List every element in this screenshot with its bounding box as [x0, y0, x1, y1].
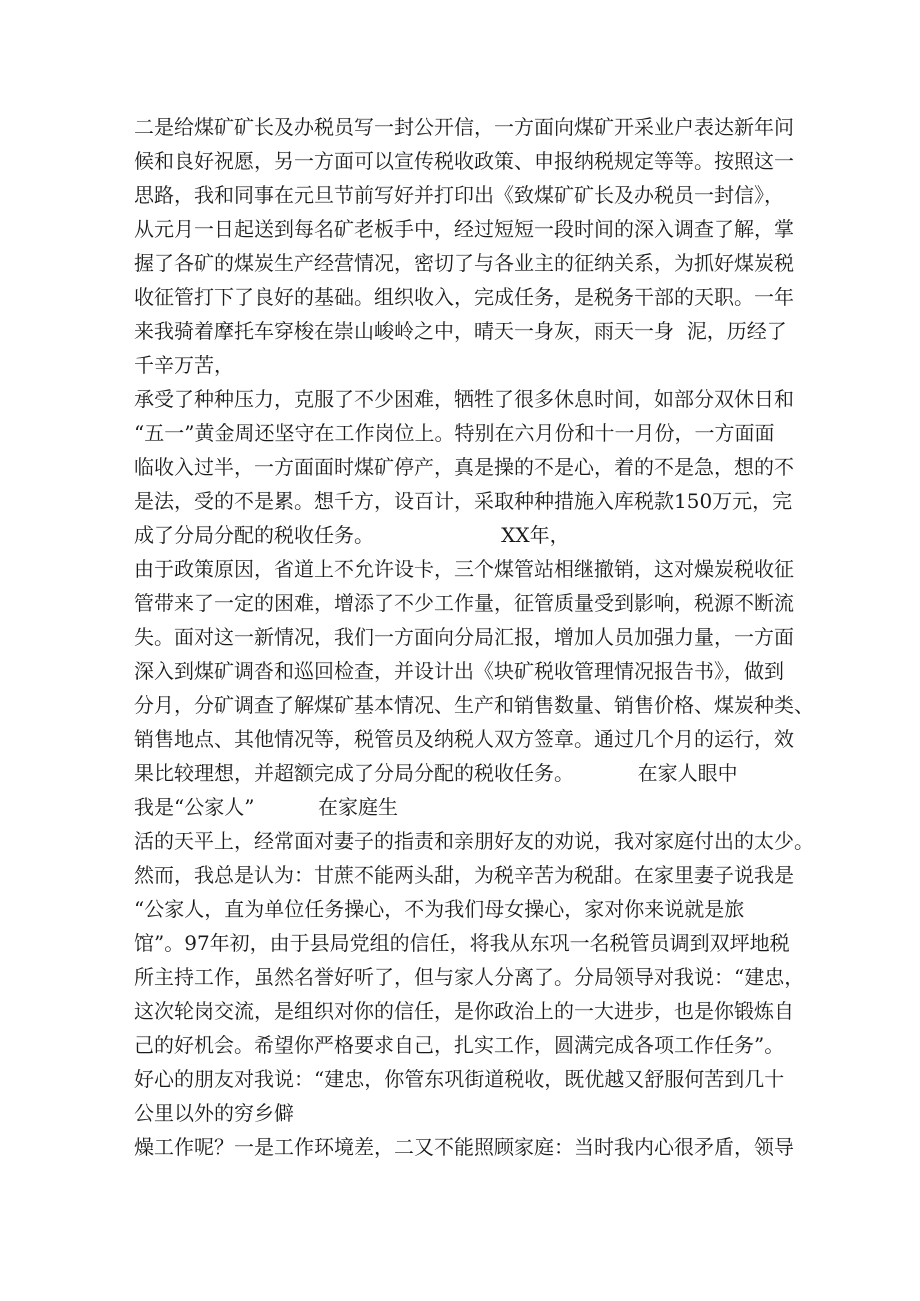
document-body [134, 110, 814, 1164]
text-line: 馆”。97年初，由于县局党组的信任，将我从东巩一名税管员调到双坪地税 [134, 931, 790, 955]
text-line: 二是给煤矿矿长及办税员写一封公开信，一方面向煤矿开采业户表达新年问 [134, 115, 794, 139]
text-line: 所主持工作，虽然名誉好听了，但与家人分离了。分局领导对我说：“建忠， [134, 965, 805, 989]
text-line: 销售地点、其他情况等，税管员及纳税人双方签章。通过几个月的运行，效 [134, 727, 794, 751]
text-line: 失。面对这一新情况，我们一方面向分局汇报，增加人员加强力量，一方面 [134, 625, 794, 649]
text-line: 思路，我和同事在元旦节前写好并打印出《致煤矿矿长及办税员一封信》， [134, 183, 784, 207]
text-line: 千辛万苦， [134, 353, 234, 377]
text-line: 临收入过半，一方面面时煤矿停产，真是操的不是心，着的不是急，想的不 [134, 455, 794, 479]
text-line: 燥工作呢？一是工作环境差，二又不能照顾家庭：当时我内心很矛盾，领导 [134, 1135, 794, 1159]
text-line: 果比较理想，并超额完成了分局分配的税收任务。 在家人眼中 [134, 761, 738, 785]
text-line: 我是“公家人” 在家庭生 [134, 795, 399, 819]
text-line: 从元月一日起送到每名矿老板手中，经过短短一段时间的深入调查了解，掌 [134, 217, 794, 241]
text-line: 来我骑着摩托车穿梭在崇山峻岭之中，晴天一身灰，雨天一身 泥，历经了 [134, 319, 787, 343]
text-line: “公家人，直为单位任务操心，不为我们母女操心，家对你来说就是旅 [134, 897, 745, 921]
text-line: 收征管打下了良好的基础。组织收入，完成任务，是税务干部的天职。一年 [134, 285, 794, 309]
text-line: 承受了种种压力，克服了不少困难，牺牲了很多休息时间，如部分双休日和 [134, 387, 794, 411]
text-line: 好心的朋友对我说：“建忠，你管东巩街道税收，既优越又舒服何苦到几十 [134, 1067, 785, 1091]
text-line: 活的天平上，经常面对妻子的指责和亲朋好友的劝说，我对家庭付出的太少。 [134, 829, 814, 853]
text-line: 深入到煤矿调沓和巡回检查，并设计出《块矿税收管理情况报告书》，做到 [134, 659, 784, 683]
text-line: 候和良好祝愿，另一方面可以宣传税收政策、申报纳税规定等等。按照这一 [134, 149, 794, 173]
text-line: 公里以外的穷乡僻 [134, 1101, 294, 1125]
text-line: 然而，我总是认为：甘蔗不能两头甜，为税辛苦为税甜。在家里妻子说我是 [134, 863, 794, 887]
text-line: “五一”黄金周还坚守在工作岗位上。特别在六月份和十一月份，一方面面 [134, 421, 775, 445]
text-line: 成了分局分配的税收任务。 XX年， [134, 523, 570, 547]
text-line: 由于政策原因，省道上不允许设卡，三个煤管站相继撤销，这对燥炭税收征 [134, 557, 794, 581]
text-line: 分月，分矿调查了解煤矿基本情况、生产和销售数量、销售价格、煤炭种类、 [134, 693, 814, 717]
text-line: 是法，受的不是累。想千方，设百计，采取种种措施入库税款150万元，完 [134, 489, 793, 513]
text-line: 握了各矿的煤炭生产经营情况，密切了与各业主的征纳关系，为抓好煤炭税 [134, 251, 794, 275]
text-line: 己的好机会。希望你严格要求自己，扎实工作，圆满完成各项工作任务”。 [134, 1033, 785, 1057]
text-line: 管带来了一定的困难，增添了不少工作量，征管质量受到影响，税源不断流 [134, 591, 794, 615]
text-line: 这次轮岗交流，是组织对你的信任，是你政治上的一大进步，也是你锻炼自 [134, 999, 794, 1023]
